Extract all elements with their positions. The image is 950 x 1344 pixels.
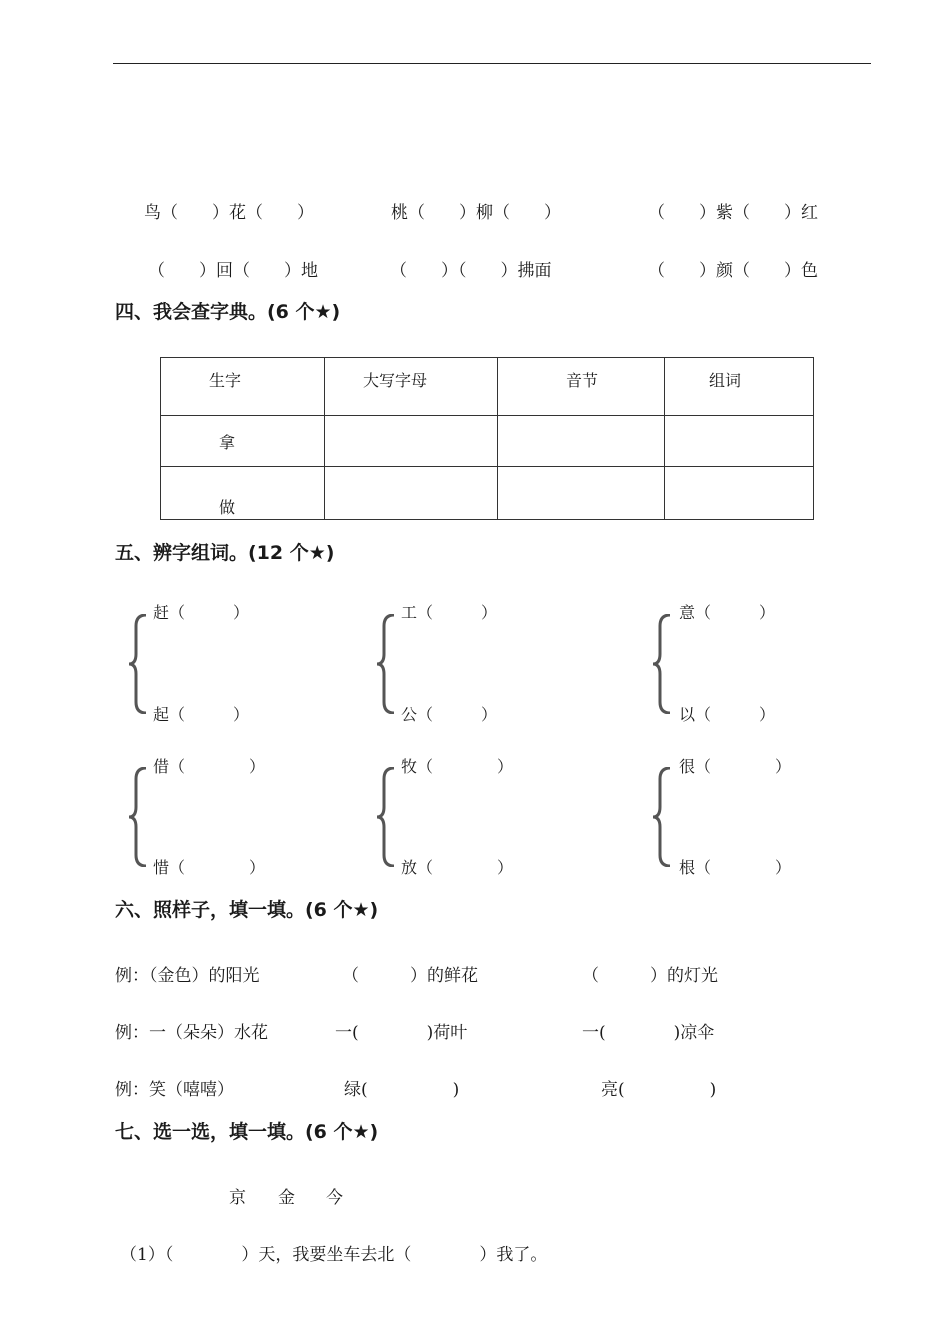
q5-pair6-top[interactable]: 很（ ）: [679, 757, 792, 776]
q5-pair5-top[interactable]: 牧（ ）: [401, 757, 514, 776]
header-shengzi: 生字: [209, 371, 242, 390]
q5-pair3-bottom[interactable]: 以（ ）: [679, 705, 776, 724]
q6-line2-blank-b[interactable]: 一( )凉伞: [582, 1023, 715, 1043]
q3-row1-item3[interactable]: （ ）紫（ ）红: [648, 203, 818, 223]
q3-row1-item1[interactable]: 鸟（ ）花（ ）: [144, 203, 314, 223]
q3-row2-item3[interactable]: （ ）颜（ ）色: [648, 261, 818, 281]
q6-line1-example: 例：（金色）的阳光: [115, 966, 260, 986]
answer-cell[interactable]: [665, 467, 814, 520]
answer-cell[interactable]: [498, 416, 665, 467]
answer-cell[interactable]: [325, 416, 498, 467]
table-row: [161, 416, 814, 467]
q5-pair5-bottom[interactable]: 放（ ）: [401, 858, 514, 877]
q6-line1-blank-a[interactable]: （ ）的鲜花: [342, 966, 478, 986]
char-cell: [161, 467, 325, 520]
header-rule: [113, 63, 871, 64]
q6-line2-blank-a[interactable]: 一( )荷叶: [335, 1023, 468, 1043]
q7-option-jin-today[interactable]: 今: [326, 1188, 343, 1208]
left-brace-icon: [128, 614, 150, 714]
answer-cell[interactable]: [665, 416, 814, 467]
left-brace-icon: [652, 767, 674, 867]
header-cell: [665, 358, 814, 416]
char-zuo: 做: [219, 498, 236, 517]
left-brace-icon: [376, 767, 398, 867]
table-header-row: [161, 358, 814, 416]
q6-line3-blank-a[interactable]: 绿( ): [344, 1080, 460, 1100]
q5-pair4-top[interactable]: 借（ ）: [153, 757, 266, 776]
q3-row1-item2[interactable]: 桃（ ）柳（ ）: [391, 203, 561, 223]
header-yinjie: 音节: [566, 371, 599, 390]
left-brace-icon: [128, 767, 150, 867]
left-brace-icon: [652, 614, 674, 714]
header-cell: [161, 358, 325, 416]
header-zuci: 组词: [709, 371, 742, 390]
left-brace-icon: [376, 614, 398, 714]
q5-pair1-bottom[interactable]: 起（ ）: [153, 705, 250, 724]
q5-heading: 五、辨字组词。(12 个★): [115, 542, 335, 564]
q5-pair4-bottom[interactable]: 惜（ ）: [153, 858, 266, 877]
header-cell: [498, 358, 665, 416]
header-cell: [325, 358, 498, 416]
dictionary-table: [160, 357, 814, 520]
q5-pair1-top[interactable]: 赶（ ）: [153, 603, 250, 622]
char-cell: [161, 416, 325, 467]
q3-row2-item2[interactable]: （ ）（ ）拂面: [390, 261, 552, 281]
q7-option-jin-gold[interactable]: 金: [278, 1188, 295, 1208]
header-daxie: 大写字母: [363, 371, 428, 390]
q6-line1-blank-b[interactable]: （ ）的灯光: [582, 966, 718, 986]
q5-pair6-bottom[interactable]: 根（ ）: [679, 858, 792, 877]
table-row: [161, 467, 814, 520]
q5-pair2-bottom[interactable]: 公（ ）: [401, 705, 498, 724]
q7-sentence-1[interactable]: （1）（ ）天，我要坐车去北（ ）我了。: [120, 1245, 548, 1265]
q4-heading: 四、我会查字典。(6 个★): [115, 301, 341, 323]
q6-line3-blank-b[interactable]: 亮( ): [601, 1080, 717, 1100]
q7-heading: 七、选一选，填一填。(6 个★): [115, 1121, 379, 1143]
answer-cell[interactable]: [498, 467, 665, 520]
q3-row2-item1[interactable]: （ ）回（ ）地: [148, 261, 318, 281]
q6-line2-example: 例：一（朵朵）水花: [115, 1023, 268, 1043]
q5-pair3-top[interactable]: 意（ ）: [679, 603, 776, 622]
q6-line3-example: 例：笑（嘻嘻）: [115, 1080, 234, 1100]
q5-pair2-top[interactable]: 工（ ）: [401, 603, 498, 622]
q7-option-jing[interactable]: 京: [229, 1188, 246, 1208]
q6-heading: 六、照样子，填一填。(6 个★): [115, 899, 379, 921]
answer-cell[interactable]: [325, 467, 498, 520]
char-na: 拿: [219, 433, 236, 452]
